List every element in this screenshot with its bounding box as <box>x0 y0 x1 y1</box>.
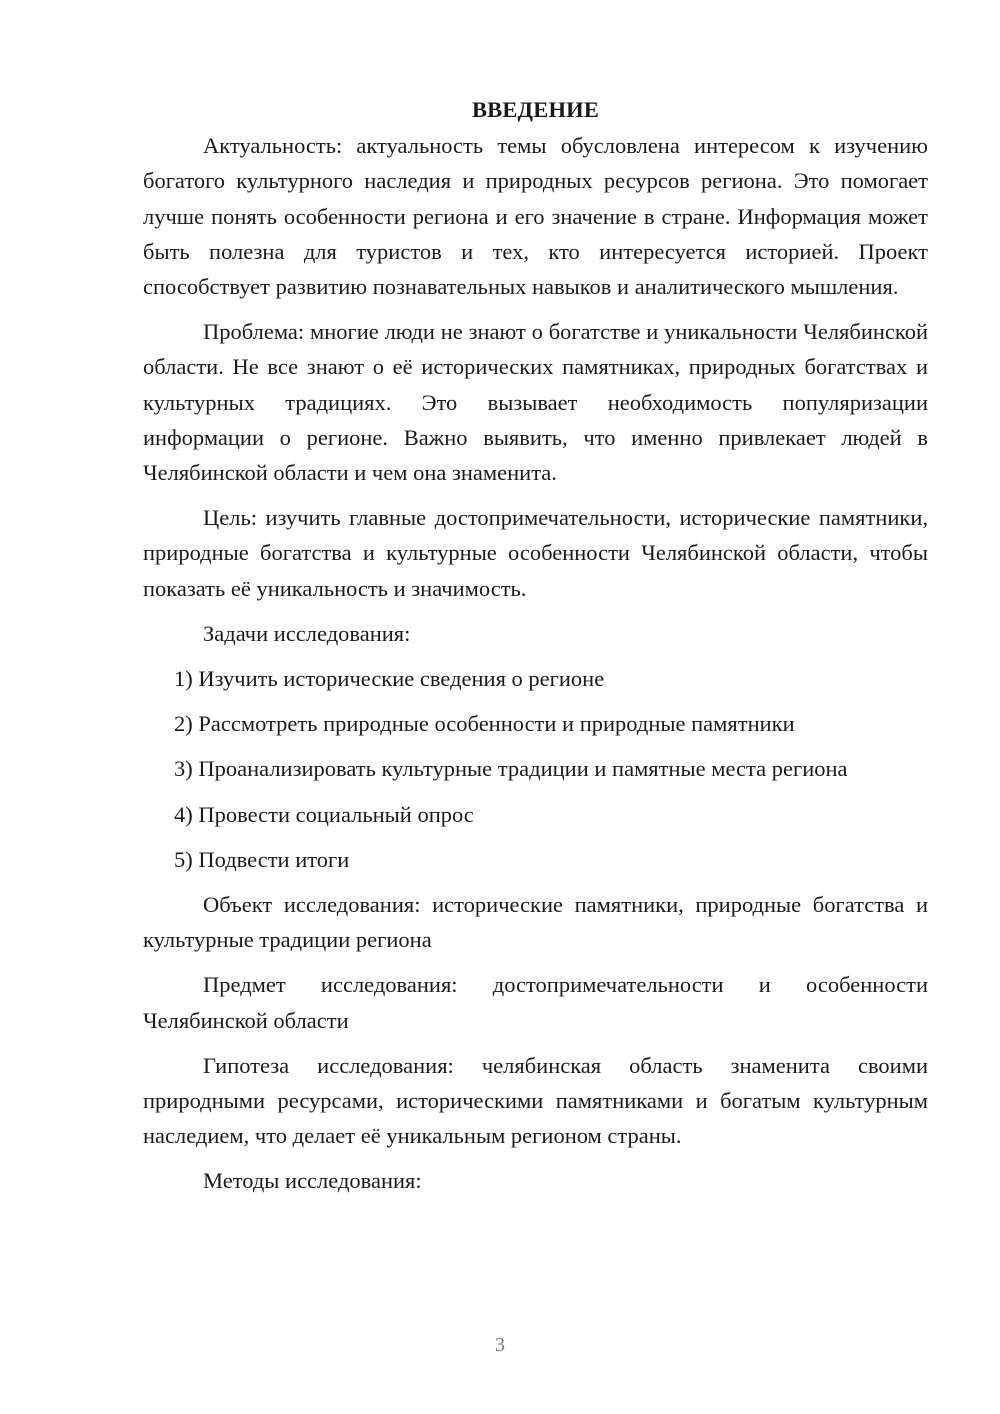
goal-paragraph: Цель: изучить главные достопримечательности, исторические памятники, природные богатства и культурные особенности Челябинской области, чтобы показать её уникальность и значимость. <box>143 505 928 601</box>
tasks-heading: Задачи исследования: <box>203 620 411 646</box>
tasks-list <box>143 661 928 877</box>
task-item: 5) Подвести итоги <box>174 846 350 872</box>
task-item: 3) Проанализировать культурные традиции и памятные места региона <box>174 756 848 782</box>
page-number: 3 <box>495 1334 505 1356</box>
hypothesis-paragraph: Гипотеза исследования: челябинская область знаменита своими природными ресурсами, историческими памятниками и богатым культурным наследием, что делает её уникальным регионом страны. <box>143 1052 928 1149</box>
object-paragraph: Объект исследования: исторические памятники, природные богатства и культурные традиции региона <box>143 892 928 953</box>
section-title: ВВЕДЕНИЕ <box>471 97 600 122</box>
methods-heading: Методы исследования: <box>203 1168 422 1194</box>
task-item: 2) Рассмотреть природные особенности и природные памятники <box>174 711 795 737</box>
problem-paragraph: Проблема: многие люди не знают о богатстве и уникальности Челябинской области. Не все знают о её исторических памятниках, природных богатствах и культурных традициях. Это вызывает необходимость популяризации информации о регионе. Важно выявить, что именно привлекает людей в Челябинской области и чем она знаменита. <box>143 319 928 486</box>
document-page <box>143 92 928 1209</box>
task-item: 1) Изучить исторические сведения о регионе <box>174 666 605 692</box>
subject-paragraph: Предмет исследования: достопримечательности и особенности Челябинской области <box>143 972 928 1033</box>
relevance-paragraph: Актуальность: актуальность темы обусловлена интересом к изучению богатого культурного наследия и природных ресурсов региона. Это помогает лучше понять особенности региона и его значение в стране. Информация может быть полезна для туристов и тех, кто интересуется историей. Проект способствует развитию познавательных навыков и аналитического мышления. <box>143 133 928 300</box>
task-item: 4) Провести социальный опрос <box>174 801 474 827</box>
